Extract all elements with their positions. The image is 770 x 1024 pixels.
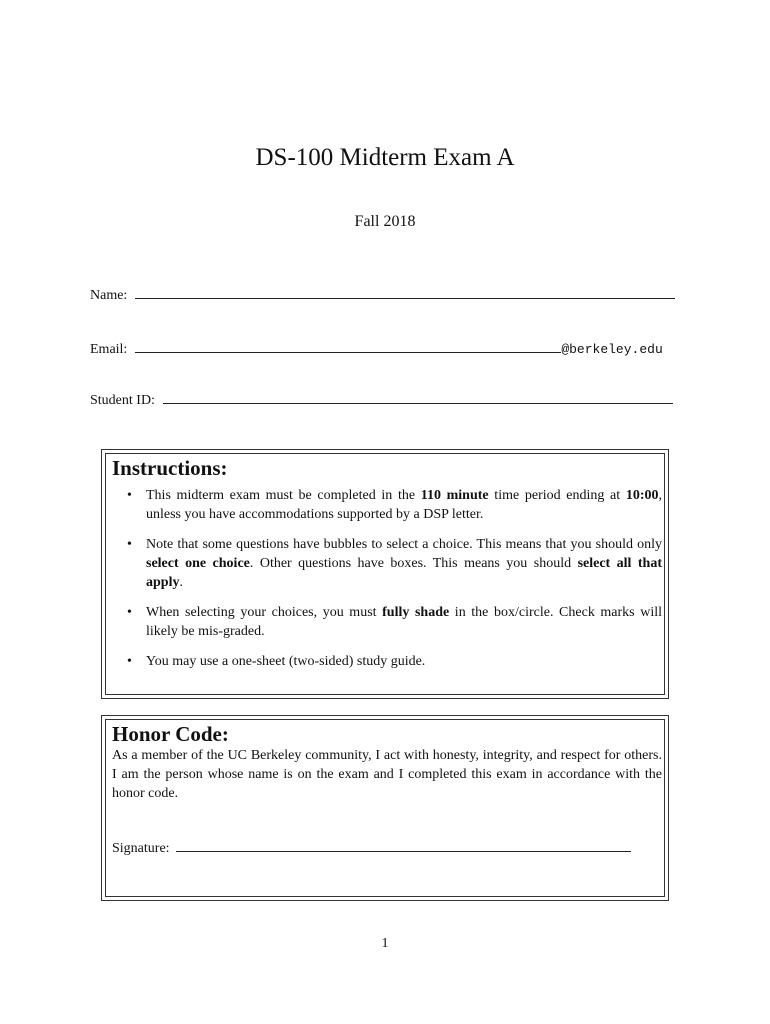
email-line[interactable] xyxy=(135,338,561,353)
instruction-text: . Other questions have boxes. This means you should xyxy=(249,556,578,571)
instruction-text: time period ending at xyxy=(488,488,626,503)
instruction-emphasis: 110 minute xyxy=(420,488,489,503)
instruction-text: This midterm exam must be completed in the xyxy=(146,488,421,503)
honor-code-box xyxy=(101,715,669,901)
instruction-emphasis: select all that apply xyxy=(146,556,662,590)
instruction-text: When selecting your choices, you must xyxy=(146,605,383,620)
instruction-item xyxy=(112,652,662,671)
instruction-text: You may use a one-sheet (two-sided) study guide. xyxy=(146,654,426,669)
instruction-item xyxy=(112,603,662,641)
instructions-box xyxy=(101,449,669,699)
honor-code-text: As a member of the UC Berkeley community, I act with honesty, integrity, and respect for others. I am the person whose name is on the exam and I completed this exam in accordance with the honor code. xyxy=(112,748,662,801)
instruction-emphasis: fully shade xyxy=(382,605,450,620)
signature-label: Signature: xyxy=(112,841,170,856)
student-id-line[interactable] xyxy=(163,389,673,404)
page-number: 1 xyxy=(381,936,389,951)
bullet-icon: • xyxy=(127,488,132,503)
instruction-item xyxy=(112,535,662,592)
instruction-item xyxy=(112,486,662,524)
signature-line[interactable] xyxy=(176,837,631,852)
student-id-field xyxy=(90,389,673,409)
bullet-icon: • xyxy=(127,654,132,669)
email-label: Email: xyxy=(90,342,128,357)
name-line[interactable] xyxy=(135,284,675,299)
instruction-text: . xyxy=(179,575,183,590)
instruction-text: , unless you have accommodations supported by a DSP letter. xyxy=(146,488,663,522)
bullet-icon: • xyxy=(127,537,132,552)
exam-title: DS-100 Midterm Exam A xyxy=(255,144,515,171)
bullet-icon: • xyxy=(127,605,132,620)
honor-code-heading: Honor Code: xyxy=(112,722,229,746)
name-field xyxy=(90,284,675,304)
instruction-text: in the box/circle. Check marks will likely be mis-graded. xyxy=(146,605,662,639)
instruction-emphasis: select one choice xyxy=(146,556,250,571)
name-label: Name: xyxy=(90,288,128,303)
instruction-emphasis: 10:00 xyxy=(625,488,659,503)
email-suffix: @berkeley.edu xyxy=(561,342,663,357)
instructions-heading: Instructions: xyxy=(112,456,228,480)
instruction-text: Note that some questions have bubbles to select a choice. This means that you should only xyxy=(146,537,662,552)
instructions-list xyxy=(112,486,662,682)
signature-field xyxy=(112,837,631,857)
email-field xyxy=(90,338,663,358)
exam-term: Fall 2018 xyxy=(354,213,416,230)
student-id-label: Student ID: xyxy=(90,393,155,408)
